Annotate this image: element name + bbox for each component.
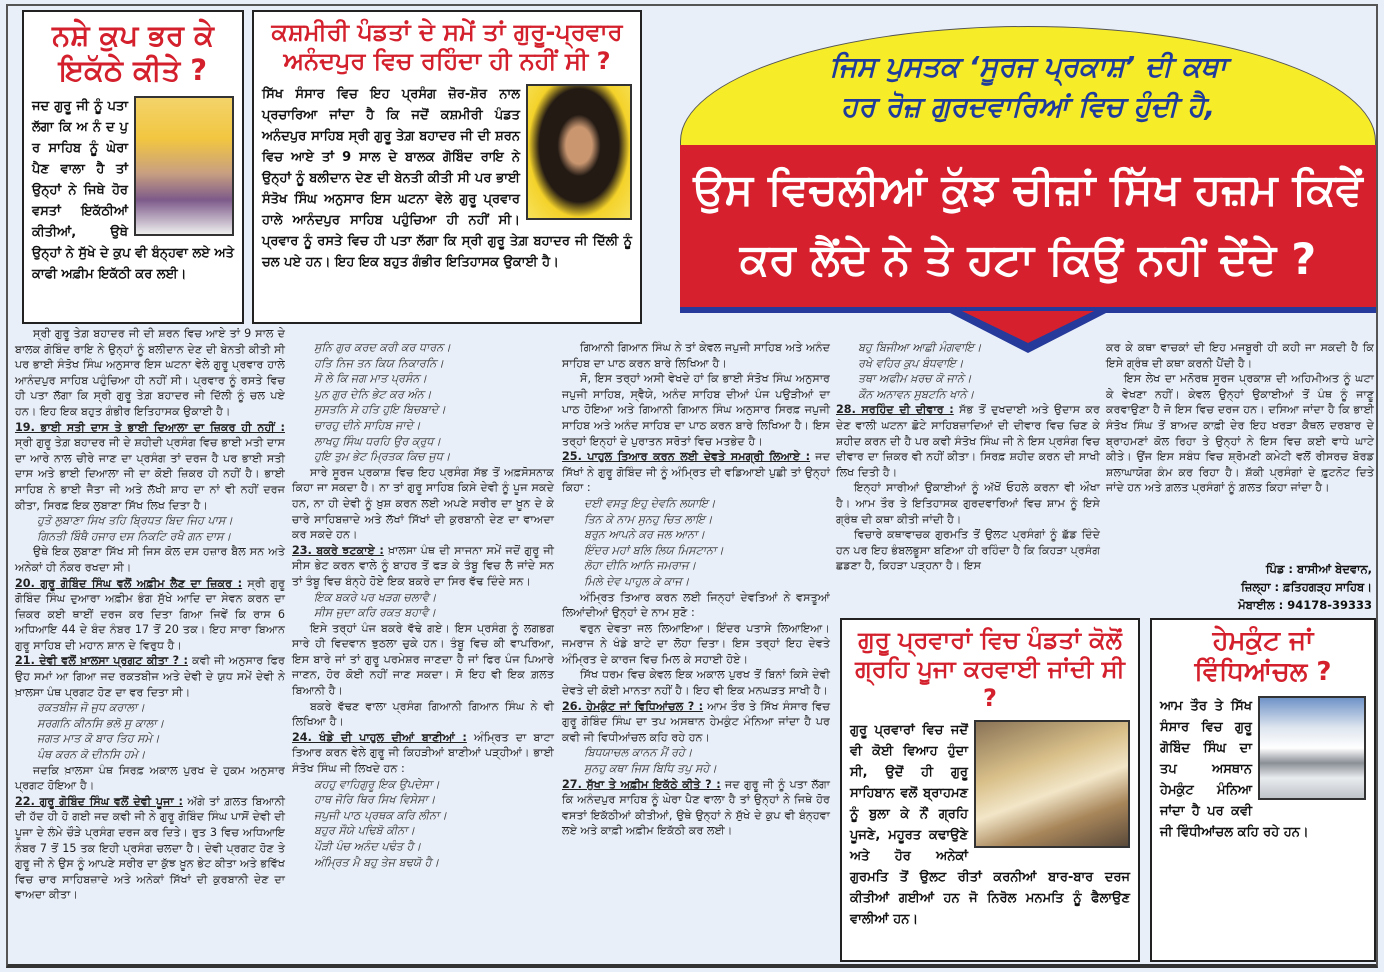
- verse-line: ਹਾਥ ਜੋਰਿ ਥਿਰ ਸਿਖ ਵਿਸੇਸਾ।: [314, 793, 436, 807]
- section-heading: 22. ਗੁਰੂ ਗੋਬਿੰਦ ਸਿੰਘ ਵਲੋਂ ਦੇਵੀ ਪੂਜਾ :: [15, 794, 183, 808]
- verse-line: ਸੋ ਲੇ ਕਿ ਜਗ ਮਾਤ ਪ੍ਰਸੰਨ।: [314, 372, 427, 386]
- verse-line: ਬਿਧਯਾਚਲ ਕਾਨਨ ਮੈਂ ਰਹੇ।: [584, 746, 693, 760]
- article-box-hemkunt: [1150, 618, 1376, 962]
- paragraph-text: ਸ੍ਰੀ ਗੁਰੂ ਤੇਗ਼ ਬਹਾਦਰ ਜੀ ਦੀ ਸ਼ਰਨ ਵਿਚ ਆਏ ਤਾਂ 9 ਸਾਲ ਦੇ ਬਾਲਕ ਗੋਬਿੰਦ ਰਾਇ ਨੇ ਉਨ੍ਹਾਂ ਨੂੰ ਬਲੀਦਾਨ ਦੇਣ ਦੀ ਬੇਨਤੀ ਕੀਤੀ ਸੀ ਪਰ ਭਾਈ ਸੰਤੋਖ ਸਿੰਘ ਅਨੁਸਾਰ ਇਸ ਘਟਨਾ ਵੇਲੇ ਗੁਰੂ ਪ੍ਰਵਾਰ ਹਾਲੇ ਆਨੰਦਪੁਰ ਸਾਹਿਬ ਪਹੁੰਚਿਆ ਹੀ ਨਹੀਂ ਸੀ। ਪ੍ਰਵਾਰ ਨੂੰ ਰਸਤੇ ਵਿਚ ਹੀ ਪਤਾ ਲੱਗਾ ਕਿ ਸ੍ਰੀ ਗੁਰੂ ਤੇਗ਼ ਬਹਾਦਰ ਜੀ ਦਿੱਲੀ ਨੂੰ ਚਲ ਪਏ ਹਨ। ਇਹ ਇਕ ਬਹੁਤ ਗੰਭੀਰ ਇਤਿਹਾਸਕ ਉਕਾਈ ਹੈ।: [15, 327, 285, 418]
- paragraph-text: ਇਸੇ ਤਰ੍ਹਾਂ ਪੰਜ ਬਕਰੇ ਵੱਢੇ ਗਏ। ਇਸ ਪ੍ਰਸੰਗ ਨੂੰ ਲਗਭਗ ਸਾਰੇ ਹੀ ਵਿਦਵਾਨ ਝੁਠਲਾ ਚੁਕੇ ਹਨ। ਤੰਬੂ ਵਿਚ ਕੀ ਵਾਪਰਿਆ, ਇਸ ਬਾਰੇ ਜਾਂ ਤਾਂ ਗੁਰੂ ਪਰਮੇਸ਼ਰ ਜਾਣਦਾ ਹੈ ਜਾਂ ਫਿਰ ਪੰਜ ਪਿਆਰੇ ਜਾਣਨ, ਹੋਰ ਕੋਈ ਨਹੀਂ ਜਾਣ ਸਕਦਾ। ਸੋ ਇਹ ਵੀ ਇਕ ਗ਼ਲਤ ਬਿਆਨੀ ਹੈ।: [292, 621, 554, 698]
- paragraph: [1106, 371, 1374, 496]
- section-heading: 25. ਪਾਹੁਲ ਤਿਆਰ ਕਰਨ ਲਈ ਦੇਵਤੇ ਸਮਗ੍ਰੀ ਲਿਆਏ :: [562, 450, 811, 464]
- article-box-kashmiri-pandits: [252, 10, 642, 324]
- section-heading: 27. ਸੁੱਖਾ ਤੇ ਅਫ਼ੀਮ ਇਕੱਠੇ ਕੀਤੇ ? :: [562, 777, 721, 791]
- box-body: ਗੁਰੂ ਪ੍ਰਵਾਰਾਂ ਵਿਚ ਜਦੋਂ ਵੀ ਕੋਈ ਵਿਆਹ ਹੁੰਦਾ ਸੀ, ਉਦੋਂ ਹੀ ਗੁਰੂ ਸਾਹਿਬਾਨ ਵਲੋਂ ਬ੍ਰਾਹਮਣ ਨੂੰ ਬੁਲਾ ਕੇ ਨੌਂ ਗ੍ਰਹਿ ਪੂਜਣੇ, ਮਹੂਰਤ ਕਢਾਉਣੇ ਅਤੇ ਹੋਰ ਅਨੇਕਾਂ ਗੁਰਮਤਿ ਤੋਂ ਉਲਟ ਰੀਤਾਂ ਕਰਨੀਆਂ ਬਾਰ-ਬਾਰ ਦਰਜ ਕੀਤੀਆਂ ਗਈਆਂ ਹਨ ਜੋ ਨਿਰੋਲ ਮਨਮਤਿ ਨੂੰ ਫੈਲਾਉਣ ਵਾਲੀਆਂ ਹਨ।: [850, 723, 1130, 928]
- author-mobile: ਮੋਬਾਈਲ : 94178-39333: [1238, 598, 1372, 612]
- verse-line: ਸੁਨਹੁ ਕਥਾ ਜਿਸ ਬਿਧਿ ਤਪੁ ਸਹੇ।: [584, 762, 717, 776]
- box-headline: ਹੇਮਕੁੰਟ ਜਾਂ ਵਿੰਧਿਆਂਚਲ ?: [1194, 626, 1332, 688]
- banner-sub-line-1: ਜਿਸ ਪੁਸਤਕ ‘ਸੂਰਜ ਪ੍ਰਕਾਸ਼’ ਦੀ ਕਥਾ: [829, 50, 1227, 83]
- paragraph: [15, 794, 285, 903]
- article-column-4: [836, 340, 1100, 574]
- box-headline: ਕਸ਼ਮੀਰੀ ਪੰਡਤਾਂ ਦੇ ਸਮੇਂ ਤਾਂ ਗੁਰੂ-ਪ੍ਰਵਾਰ ਅਨੰਦਪੁਰ ਵਿਚ ਰਹਿੰਦਾ ਹੀ ਨਹੀਂ ਸੀ ?: [271, 18, 623, 75]
- verse-line: ਕੌਨ ਅਨਾਵਨ ਸੁਬਟਨਿ ਖਾਨੇ।: [858, 387, 975, 401]
- verse-line: ਸਰਗਨਿ ਕੀਨਸਿ ਭਲੋ ਸੁ ਕਾਲਾ।: [37, 716, 165, 730]
- verse-line: ਹਤਿ ਨਿਜ ਤਨ ਕਿਯ ਨਿਕਾਰਨਿ।: [314, 356, 444, 370]
- paragraph-text: ਕਵੀ ਜੀ ਅਨੁਸਾਰ ਫਿਰ ਉਹ ਸਮਾਂ ਆ ਗਿਆ ਜਦ ਰਕਤਬੀਜ ਅਤੇ ਦੇਵੀ ਦੇ ਯੁਧ ਸਮੇਂ ਦੇਵੀ ਨੇ ਖ਼ਾਲਸਾ ਪੰਥ ਪ੍ਰਗਟ ਹੋਣ ਦਾ ਵਰ ਦਿਤਾ ਸੀ।: [15, 654, 285, 699]
- paragraph: [292, 730, 554, 777]
- paragraph-text: ਜਦ ਗੁਰੂ ਜੀ ਨੂੰ ਪਤਾ ਲੱਗਾ ਕਿ ਅਨੰਦਪੁਰ ਸਾਹਿਬ ਨੂੰ ਘੇਰਾ ਪੈਣ ਵਾਲਾ ਹੈ ਤਾਂ ਉਨ੍ਹਾਂ ਨੇ ਜਿਥੇ ਹੋਰ ਵਸਤਾਂ ਇਕੱਠੀਆਂ ਕੀਤੀਆਂ, ਉਥੇ ਉਨ੍ਹਾਂ ਨੇ ਸੁੱਖੇ ਦੇ ਕੁਪ ਵੀ ਬੰਨ੍ਹਵਾ ਲਏ ਅਤੇ ਕਾਫ਼ੀ ਅਫ਼ੀਮ ਇਕੱਠੀ ਕਰ ਲਈ।: [562, 777, 831, 838]
- paragraph-text: ਸਾਰੇ ਸੂਰਜ ਪ੍ਰਕਾਸ਼ ਵਿਚ ਇਹ ਪ੍ਰਸੰਗ ਸੱਭ ਤੋਂ ਅਫ਼ਸੋਸਨਾਕ ਕਿਹਾ ਜਾ ਸਕਦਾ ਹੈ। ਨਾ ਤਾਂ ਗੁਰੂ ਸਾਹਿਬ ਕਿਸੇ ਦੇਵੀ ਨੂੰ ਪੂਜ ਸਕਦੇ ਹਨ, ਨਾ ਹੀ ਦੇਵੀ ਨੂੰ ਖ਼ੁਸ਼ ਕਰਨ ਲਈ ਅਪਣੇ ਸਰੀਰ ਦਾ ਖ਼ੂਨ ਦੇ ਕੇ ਚਾਰੇ ਸਾਹਿਬਜ਼ਾਦੇ ਅਤੇ ਲੱਖਾਂ ਸਿੱਖਾਂ ਦੀ ਕੁਰਬਾਨੀ ਦੇਣ ਦਾ ਵਾਅਦਾ ਕਰ ਸਕਦੇ ਹਨ।: [292, 465, 554, 542]
- box-body: ਆਮ ਤੌਰ ਤੇ ਸਿੱਖ ਸੰਸਾਰ ਵਿਚ ਗੁਰੂ ਗੋਬਿੰਦ ਸਿੰਘ ਦਾ ਤਪ ਅਸਥਾਨ ਹੇਮਕੁੰਟ ਮੰਨਿਆ ਜਾਂਦਾ ਹੈ ਪਰ ਕਵੀ ਜੀ ਵਿੰਧੀਆਂਚਲ ਕਹਿ ਰਹੇ ਹਨ।: [1160, 699, 1309, 841]
- paragraph-text: ਇਨ੍ਹਾਂ ਸਾਰੀਆਂ ਉਕਾਈਆਂ ਨੂੰ ਅੱਖੋਂ ਓਹਲੇ ਕਰਨਾ ਵੀ ਔਖਾ ਹੈ। ਆਮ ਤੌਰ ਤੇ ਇਤਿਹਾਸਕ ਗੁਰਦਵਾਰਿਆਂ ਵਿਚ ਸ਼ਾਮ ਨੂੰ ਇਸੇ ਗ੍ਰੰਥ ਦੀ ਕਥਾ ਕੀਤੀ ਜਾਂਦੀ ਹੈ।: [836, 481, 1100, 526]
- banner-sub-line-2: ਹਰ ਰੋਜ਼ ਗੁਰਦਵਾਰਿਆਂ ਵਿਚ ਹੁੰਦੀ ਹੈ,: [840, 90, 1216, 123]
- paragraph: [836, 527, 1100, 574]
- banner-main-headline: [680, 145, 1376, 313]
- paragraph-text: ਸ੍ਰੀ ਗੁਰੂ ਗੋਬਿੰਦ ਸਿੰਘ ਦੁਆਰਾ ਅਫ਼ੀਮ ਭੰਗ ਸੁੱਖੇ ਆਦਿ ਦਾ ਸੇਵਨ ਕਰਨ ਦਾ ਜ਼ਿਕਰ ਕਈ ਥਾਈਂ ਦਰਜ ਕਰ ਦਿਤਾ ਗਿਆ ਜਿਵੇਂ ਕਿ ਰਾਸ 6 ਅਧਿਆਇ 44 ਦੇ ਬੰਦ ਨੰਬਰ 17 ਤੋਂ 20 ਤਕ। ਇਹ ਸਾਰਾ ਬਿਆਨ ਗੁਰੂ ਸਾਹਿਬ ਦੀ ਮਹਾਨ ਸ਼ਾਨ ਦੇ ਵਿਰੁਧ ਹੈ।: [15, 576, 285, 652]
- paragraph-text: ਵਿਚਾਰੇ ਕਥਾਵਾਚਕ ਗੁਰਮਤਿ ਤੋਂ ਉਲਟ ਪ੍ਰਸੰਗਾਂ ਨੂੰ ਛੱਡ ਦਿੰਦੇ ਹਨ ਪਰ ਇਹ ਭੰਬਲਭੂਸਾ ਬਣਿਆ ਹੀ ਰਹਿੰਦਾ ਹੈ ਕਿ ਕਿਹੜਾ ਪ੍ਰਸੰਗ ਛਡਣਾ ਹੈ, ਕਿਹੜਾ ਪੜ੍ਹਨਾ ਹੈ। ਇਸ: [836, 528, 1100, 573]
- banner-pointer-decoration-inner: [962, 311, 1094, 343]
- paragraph-text: ਜਦ ਸਿੱਖਾਂ ਨੇ ਗੁਰੂ ਗੋਬਿੰਦ ਜੀ ਨੂੰ ਅੰਮ੍ਰਿਤ ਦੀ ਵਡਿਆਈ ਪੁਛੀ ਤਾਂ ਉਨ੍ਹਾਂ ਕਿਹਾ :: [562, 450, 830, 495]
- paragraph: [15, 576, 285, 654]
- verse-line: ਸੁਸਤਨਿ ਸੇ ਹਤਿ ਹੁਇ ਬਿਚਬਾਦੇ।: [314, 403, 446, 417]
- paragraph-text: ਬਕਰੇ ਵੱਢਣ ਵਾਲਾ ਪ੍ਰਸੰਗ ਗਿਆਨੀ ਗਿਆਨ ਸਿੰਘ ਨੇ ਵੀ ਲਿਖਿਆ ਹੈ।: [292, 699, 554, 729]
- verse-line: ਚਾਰਹੁ ਦੀਨੇ ਸਾਹਿਬ ਜਾਦੇ।: [314, 418, 421, 432]
- section-heading: 24. ਖੰਡੇ ਦੀ ਪਾਹੁਲ ਦੀਆਂ ਬਾਣੀਆਂ :: [292, 730, 467, 744]
- box-body: ਜਦ ਗੁਰੂ ਜੀ ਨੂੰ ਪਤਾ ਲੱਗਾ ਕਿ ਅ ਨੰ ਦ ਪੁ ਰ ਸਾਹਿਬ ਨੂੰ ਘੇਰਾ ਪੈਣ ਵਾਲਾ ਹੈ ਤਾਂ ਉਨ੍ਹਾਂ ਨੇ ਜਿਥੇ ਹੋਰ ਵਸਤਾਂ ਇਕੱਠੀਆਂ ਕੀਤੀਆਂ, ਉਥੇ ਉਨ੍ਹਾਂ ਨੇ ਸੁੱਖੇ ਦੇ ਕੁਪ ਵੀ ਬੰਨ੍ਹਵਾ ਲਏ ਅਤੇ ਕਾਫੀ ਅਫ਼ੀਮ ਇਕੱਠੀ ਕਰ ਲਈ।: [32, 98, 234, 282]
- author-district: ਜ਼ਿਲ੍ਹਾ : ਫ਼ਤਿਹਗੜ੍ਹ ਸਾਹਿਬ।: [1241, 580, 1372, 594]
- paragraph-text: ਸ੍ਰੀ ਗੁਰੂ ਤੇਗ਼ ਬਹਾਦਰ ਜੀ ਦੇ ਸ਼ਹੀਦੀ ਪ੍ਰਸੰਗ ਵਿਚ ਭਾਈ ਮਤੀ ਦਾਸ ਦਾ ਆਰੇ ਨਾਲ ਚੀਰੇ ਜਾਣ ਦਾ ਪ੍ਰਸੰਗ ਤਾਂ ਦਰਜ ਹੈ ਪਰ ਭਾਈ ਸਤੀ ਦਾਸ ਅਤੇ ਭਾਈ ਦਿਆਲਾ ਜੀ ਦਾ ਕੋਈ ਜ਼ਿਕਰ ਹੀ ਨਹੀਂ ਹੈ। ਭਾਈ ਸਾਹਿਬ ਨੇ ਭਾਈ ਜੈਤਾ ਜੀ ਅਤੇ ਲੱਖੀ ਸ਼ਾਹ ਦਾ ਨਾਂ ਵੀ ਨਹੀਂ ਦਰਜ ਕੀਤਾ, ਸਿਰਫ਼ ਇਕ ਲੁਬਾਣਾ ਸਿੱਖ ਲਿਖ ਦਿਤਾ ਹੈ।: [15, 436, 285, 512]
- verse-line: ਕਹਹੁ ਵਾਹਿਗੁਰੂ ਇਕ ਉਪਦੇਸਾ।: [314, 777, 440, 791]
- guru-tegh-bahadur-portrait-image: [526, 84, 632, 220]
- paragraph: [562, 590, 830, 621]
- paragraph: [562, 667, 830, 698]
- section-heading: 21. ਦੇਵੀ ਵਲੋਂ ਖ਼ਾਲਸਾ ਪ੍ਰਗਟ ਕੀਤਾ ? :: [15, 654, 188, 668]
- verse-line: ਗਿਨਤੀ ਬਿੰਥੈ ਹਜਾਰ ਦਸ ਨਿਕਟਿ ਰਖੈ ਗਨ ਦਾਸ।: [37, 529, 232, 543]
- article-box-opium: [22, 10, 244, 324]
- author-signature: [1200, 560, 1372, 614]
- paragraph: [562, 371, 830, 449]
- verse-line: ਮਿਲੇ ਦੇਵ ਪਾਹੁਲ ਕੇ ਕਾਜ।: [584, 574, 690, 588]
- article-column-1: [15, 326, 285, 903]
- verse-line: ਪੌੜੀ ਪੰਚ ਅਨੰਦ ਪਢੰਤ ਹੈ।: [314, 840, 421, 853]
- section-heading: 28. ਸਰਹਿੰਦ ਦੀ ਦੀਵਾਰ :: [836, 403, 954, 417]
- verse-line: ਬਹੁ ਬਿਜੀਆ ਆਛੀ ਮੰਗਵਾਇ।: [858, 341, 982, 354]
- paragraph: [292, 621, 554, 699]
- paragraph-text: ਗਿਆਨੀ ਗਿਆਨ ਸਿੰਘ ਨੇ ਤਾਂ ਕੇਵਲ ਜਪੁਜੀ ਸਾਹਿਬ ਅਤੇ ਅਨੰਦ ਸਾਹਿਬ ਦਾ ਪਾਠ ਕਰਨ ਬਾਰੇ ਲਿਖਿਆ ਹੈ।: [562, 341, 830, 370]
- verse-line: ਸੁਨਿ ਗੁਰ ਕਰਦ ਕਰੀ ਕਰ ਧਾਰਨ।: [314, 341, 451, 354]
- verse-line: ਬਹੁਰ ਸੌਯੇ ਪਢਿਬੋ ਕੀਨਾ।: [314, 824, 415, 838]
- paragraph: [15, 763, 285, 794]
- section-heading: 20. ਗੁਰੂ ਗੋਬਿੰਦ ਸਿੰਘ ਵਲੋਂ ਅਫ਼ੀਮ ਲੈਣ ਦਾ ਜ਼ਿਕਰ :: [15, 576, 243, 590]
- paragraph-text: ਸੱਭ ਤੋਂ ਦੁਖਦਾਈ ਅਤੇ ਉਦਾਸ ਕਰ ਦੇਣ ਵਾਲੀ ਘਟਨਾ ਛੋਟੇ ਸਾਹਿਬਜ਼ਾਦਿਆਂ ਦੀ ਦੀਵਾਰ ਵਿਚ ਚਿਣ ਕੇ ਸ਼ਹੀਦ ਕਰਨ ਦੀ ਹੈ ਪਰ ਕਵੀ ਸੰਤੋਖ ਸਿੰਘ ਜੀ ਨੇ ਇਸ ਪ੍ਰਸੰਗ ਵਿਚ ਦੀਵਾਰ ਦਾ ਜ਼ਿਕਰ ਵੀ ਨਹੀਂ ਕੀਤਾ। ਸਿਰਫ਼ ਸ਼ਹੀਦ ਕਰਨ ਦੀ ਸਾਖੀ ਲਿਖ ਦਿਤੀ ਹੈ।: [836, 403, 1100, 479]
- paragraph-text: ਅੰਮ੍ਰਿਤ ਦਾ ਬਾਟਾ ਤਿਆਰ ਕਰਨ ਵੇਲੇ ਗੁਰੂ ਜੀ ਕਿਹੜੀਆਂ ਬਾਣੀਆਂ ਪੜ੍ਹੀਆਂ। ਭਾਈ ਸੰਤੋਖ ਸਿੰਘ ਜੀ ਲਿਖਦੇ ਹਨ :: [292, 730, 554, 776]
- verse-line: ਅੰਮ੍ਰਿਤ ਮੈ ਬਹੁ ਤੇਜ ਬਢਯੋ ਹੈ।: [314, 855, 440, 869]
- paragraph: [15, 544, 285, 575]
- wedding-painting-image: [974, 720, 1130, 848]
- article-box-graha-puja: [840, 618, 1140, 962]
- paragraph: [836, 402, 1100, 480]
- verse-line: ਇਕ ਬਕਰੇ ਪਰ ਖੜਗ ਚਲਾਵੈ।: [314, 590, 437, 604]
- paragraph: [562, 449, 830, 496]
- paragraph-text: ਜਦਕਿ ਖ਼ਾਲਸਾ ਪੰਥ ਸਿਰਫ਼ ਅਕਾਲ ਪੁਰਖ ਦੇ ਹੁਕਮ ਅਨੁਸਾਰ ਪ੍ਰਗਟ ਹੋਇਆ ਹੈ।: [15, 763, 285, 793]
- verse-line: ਜਪੁਜੀ ਪਾਠ ਪ੍ਰਥਕ ਕਰਿ ਲੀਨਾ।: [314, 808, 447, 822]
- verse-line: ਹੁਤੋ ਲੁਬਾਣਾ ਸਿਖ ਤਹਿ ਬ੍ਰਿਧਤ ਬਿਦ ਜਿਹ ਪਾਸ।: [37, 514, 233, 528]
- verse-line: ਰਕਤਬੀਜ ਜੋ ਜੁਧ ਕਰਾਲਾ।: [37, 701, 145, 715]
- verse-line: ਪੰਥ ਕਰਨ ਕੋ ਦੀਨਸਿ ਹਮੇ।: [37, 748, 146, 762]
- verse-line: ਬਰੁਨ ਆਪਨੇ ਕਰ ਜਲ ਆਨਾ।: [584, 528, 705, 542]
- article-column-3: [562, 340, 830, 839]
- paragraph: [15, 653, 285, 700]
- paragraph-text: ਅੰਮ੍ਰਿਤ ਤਿਆਰ ਕਰਨ ਲਈ ਜਿਨ੍ਹਾਂ ਦੇਵਤਿਆਂ ਨੇ ਵਸਤੂਆਂ ਲਿਆਂਦੀਆਂ ਉਨ੍ਹਾਂ ਦੇ ਨਾਮ ਸੁਣੋ :: [562, 590, 830, 620]
- paragraph: [1106, 340, 1374, 371]
- verse-line: ਦਈ ਵਸਤੁ ਇਹੁ ਦੇਵਨਿ ਲਯਾਇ।: [584, 496, 716, 510]
- hemkunt-gurdwara-image: [1258, 696, 1366, 800]
- paragraph-text: ਸਿੱਖ ਧਰਮ ਵਿਚ ਕੇਵਲ ਇਕ ਅਕਾਲ ਪੁਰਖ ਤੋਂ ਬਿਨਾਂ ਕਿਸੇ ਦੇਵੀ ਦੇਵਤੇ ਦੀ ਕੋਈ ਮਾਨਤਾ ਨਹੀਂ ਹੈ। ਇਹ ਵੀ ਇਕ ਮਨਘੜਤ ਸਾਖੀ ਹੈ।: [562, 668, 830, 698]
- paragraph: [15, 420, 285, 514]
- section-heading: 26. ਹੇਮਕੁੰਟ ਜਾਂ ਵਿਧਿਆਂਚਲ ? :: [562, 699, 704, 713]
- article-column-5: [1106, 340, 1374, 496]
- box-body: ਸਿੱਖ ਸੰਸਾਰ ਵਿਚ ਇਹ ਪ੍ਰਸੰਗ ਜ਼ੋਰ-ਸ਼ੋਰ ਨਾਲ ਪ੍ਰਚਾਰਿਆ ਜਾਂਦਾ ਹੈ ਕਿ ਜਦੋਂ ਕਸ਼ਮੀਰੀ ਪੰਡਤ ਅਨੰਦਪੁਰ ਸਾਹਿਬ ਸ੍ਰੀ ਗੁਰੂ ਤੇਗ਼ ਬਹਾਦਰ ਜੀ ਦੀ ਸ਼ਰਨ ਵਿਚ ਆਏ ਤਾਂ 9 ਸਾਲ ਦੇ ਬਾਲਕ ਗੋਬਿੰਦ ਰਾਇ ਨੇ ਉਨ੍ਹਾਂ ਨੂੰ ਬਲੀਦਾਨ ਦੇਣ ਦੀ ਬੇਨਤੀ ਕੀਤੀ ਸੀ ਪਰ ਭਾਈ ਸੰਤੋਖ ਸਿੰਘ ਅਨੁਸਾਰ ਇਸ ਘਟਨਾ ਵੇਲੇ ਗੁਰੂ ਪ੍ਰਵਾਰ ਹਾਲੇ ਆਨੰਦਪੁਰ ਸਾਹਿਬ ਪਹੁੰਚਿਆ ਹੀ ਨਹੀਂ ਸੀ। ਪ੍ਰਵਾਰ ਨੂੰ ਰਸਤੇ ਵਿਚ ਹੀ ਪਤਾ ਲੱਗਾ ਕਿ ਸ੍ਰੀ ਗੁਰੂ ਤੇਗ਼ ਬਹਾਦਰ ਜੀ ਦਿੱਲੀ ਨੂੰ ਚਲ ਪਏ ਹਨ। ਇਹ ਇਕ ਬਹੁਤ ਗੰਭੀਰ ਇਤਿਹਾਸਕ ਉਕਾਈ ਹੈ।: [262, 86, 632, 270]
- verse-line: ਜਗਤ ਮਾਤ ਕੋ ਬਾਰ ਤਿਹ ਸਮੇ।: [37, 732, 160, 746]
- section-heading: 23. ਬਕਰੇ ਝਟਕਾਏ :: [292, 543, 384, 557]
- paragraph-text: ਅੱਗੇ ਤਾਂ ਗ਼ਲਤ ਬਿਆਨੀ ਦੀ ਹੱਦ ਹੀ ਹੋ ਗਈ ਜਦ ਕਵੀ ਜੀ ਨੇ ਗੁਰੂ ਗੋਬਿੰਦ ਸਿੰਘ ਪਾਸੋਂ ਦੇਵੀ ਦੀ ਪੂਜਾ ਦੇ ਲੰਮੇ ਚੌੜੇ ਪ੍ਰਸੰਗ ਦਰਜ ਕਰ ਦਿਤੇ। ਰੁਤ 3 ਵਿਚ ਅਧਿਆਇ ਨੰਬਰ 7 ਤੋਂ 15 ਤਕ ਇਹੀ ਪ੍ਰਸੰਗ ਚਲਦਾ ਹੈ। ਦੇਵੀ ਪ੍ਰਗਟ ਹੋਣ ਤੇ ਗੁਰੂ ਜੀ ਨੇ ਉਸ ਨੂੰ ਆਪਣੇ ਸਰੀਰ ਦਾ ਕੁੱਝ ਖ਼ੂਨ ਭੇਟ ਕੀਤਾ ਅਤੇ ਭਵਿੱਖ ਵਿਚ ਚਾਰ ਸਾਹਿਬਜ਼ਾਦੇ ਅਤੇ ਅਨੇਕਾਂ ਸਿੱਖਾਂ ਦੀ ਕੁਰਬਾਨੀ ਦੇਣ ਦਾ ਵਾਅਦਾ ਕੀਤਾ।: [15, 794, 286, 902]
- paragraph: [15, 326, 285, 420]
- verse-line: ਲੋਹਾ ਦੀਨਿ ਆਨਿ ਜਮਰਾਜ।: [584, 559, 697, 573]
- paragraph-text: ਖ਼ਾਲਸਾ ਪੰਥ ਦੀ ਸਾਜਨਾ ਸਮੇਂ ਜਦੋਂ ਗੁਰੂ ਜੀ ਸੀਸ ਭੇਟ ਕਰਨ ਵਾਲੇ ਨੂੰ ਬਾਹਰ ਤੋਂ ਫੜ ਕੇ ਤੰਬੂ ਵਿਚ ਲੈ ਜਾਂਦੇ ਸਨ ਤਾਂ ਤੰਬੂ ਵਿਚ ਬੰਨ੍ਹੇ ਹੋਏ ਇਕ ਬਕਰੇ ਦਾ ਸਿਰ ਵੱਢ ਦਿੰਦੇ ਸਨ।: [292, 543, 554, 588]
- article-column-2: [292, 340, 554, 870]
- verse-line: ਸੀਸ ਜੁਦਾ ਕਰਿ ਰਕਤ ਬਹਾਵੈ।: [314, 606, 436, 620]
- banner-main-line-1: ਉਸ ਵਿਚਲੀਆਂ ਕੁੱਝ ਚੀਜ਼ਾਂ ਸਿੱਖ ਹਜ਼ਮ ਕਿਵੇਂ: [693, 165, 1363, 215]
- paragraph-text: ਇਸ ਲੇਖ ਦਾ ਮਨੋਰਥ ਸੂਰਜ ਪ੍ਰਕਾਸ਼ ਦੀ ਅਹਿਮੀਅਤ ਨੂੰ ਘਟਾ ਕੇ ਵੇਖਣਾ ਨਹੀਂ। ਕੇਵਲ ਉਨ੍ਹਾਂ ਉਕਾਈਆਂ ਤੋਂ ਪੰਥ ਨੂੰ ਜਾਣੂ ਕਰਵਾਉਣਾ ਹੈ ਜੋ ਇਸ ਵਿਚ ਦਰਜ ਹਨ। ਦਸਿਆ ਜਾਂਦਾ ਹੈ ਕਿ ਭਾਈ ਸੰਤੋਖ ਸਿੰਘ ਤੋਂ ਬਾਅਦ ਕਾਫ਼ੀ ਦੇਰ ਇਹ ਖਰੜਾ ਕੈਥਲ ਦਰਬਾਰ ਦੇ ਬ੍ਰਾਹਮਣਾਂ ਕੋਲ ਰਿਹਾ ਤੇ ਉਨ੍ਹਾਂ ਨੇ ਇਸ ਵਿਚ ਕਈ ਵਾਧੇ ਘਾਟੇ ਕੀਤੇ। ਉਂਜ ਇਸ ਸਬੰਧ ਵਿਚ ਸ਼੍ਰੋਮਣੀ ਕਮੇਟੀ ਵਲੋਂ ਰੀਸਰਚ ਬੋਰਡ ਸ਼ਲਾਘਾਯੋਗ ਕੰਮ ਕਰ ਰਿਹਾ ਹੈ। ਸ਼ੱਕੀ ਪ੍ਰਸੰਗਾਂ ਦੇ ਫ਼ੁਟਨੋਟ ਦਿਤੇ ਜਾਂਦੇ ਹਨ ਅਤੇ ਗ਼ਲਤ ਪ੍ਰਸੰਗਾਂ ਨੂੰ ਗ਼ਲਤ ਕਿਹਾ ਜਾਂਦਾ ਹੈ।: [1106, 372, 1374, 495]
- verse-line: ਇੰਦਰ ਮਹਾਂ ਬਲਿ ਲਿਯ ਮਿਸਟਾਨਾ।: [584, 543, 724, 557]
- paragraph: [292, 543, 554, 590]
- guru-portrait-image: [134, 96, 234, 236]
- paragraph-text: ਉਥੇ ਇਕ ਲੁਬਾਣਾ ਸਿੱਖ ਸੀ ਜਿਸ ਕੋਲ ਦਸ ਹਜ਼ਾਰ ਬੈਲ ਸਨ ਅਤੇ ਅਨੇਕਾਂ ਹੀ ਨੌਕਰ ਰਖਦਾ ਸੀ।: [15, 545, 285, 574]
- paragraph: [292, 699, 554, 730]
- paragraph: [562, 777, 830, 839]
- box-headline: ਨਸ਼ੇ ਕੁਪ ਭਰ ਕੇ ਇਕੱਠੇ ਕੀਤੇ ?: [52, 18, 214, 87]
- paragraph: [292, 465, 554, 543]
- banner-main-line-2: ਕਰ ਲੈਂਦੇ ਨੇ ਤੇ ਹਟਾ ਕਿਉਂ ਨਹੀਂ ਦੇਂਦੇ ?: [739, 235, 1317, 285]
- box-headline: ਗੁਰੂ ਪ੍ਰਵਾਰਾਂ ਵਿਚ ਪੰਡਤਾਂ ਕੋਲੋਂ ਗ੍ਰਹਿ ਪੂਜਾ ਕਰਵਾਈ ਜਾਂਦੀ ਸੀ ?: [855, 626, 1125, 712]
- verse-line: ਤਥਾ ਅਫੀਮ ਖ਼ਰਚ ਕੋ ਜਾਨੇ।: [858, 372, 972, 386]
- paragraph: [562, 621, 830, 668]
- author-village: ਪਿੰਡ : ਬਾਸੀਆਂ ਬੇਦਵਾਨ,: [1265, 562, 1372, 576]
- paragraph-text: ਵਰੁਨ ਦੇਵਤਾ ਜਲ ਲਿਆਇਆ। ਇੰਦਰ ਪਤਾਸੇ ਲਿਆਇਆ। ਜਮਰਾਜ ਨੇ ਖੰਡੇ ਬਾਟੇ ਦਾ ਲੋਹਾ ਦਿਤਾ। ਇਸ ਤਰ੍ਹਾਂ ਇਹ ਦੇਵਤੇ ਅੰਮ੍ਰਿਤ ਦੇ ਕਾਰਜ ਵਿਚ ਮਿਲ ਕੇ ਸਹਾਈ ਹੋਏ।: [562, 621, 830, 666]
- verse-line: ਤਿਨ ਕੇ ਨਾਮ ਸੁਨਹੁ ਚਿਤ ਲਾਇ।: [584, 512, 713, 526]
- verse-line: ਰਖੇ ਵਹਿਰ ਕੁਪ ਬੰਧਵਾਇ।: [858, 356, 964, 370]
- verse-line: ਹੁਇ ਤੁਮ ਭੇਟ ਮ੍ਰਿਤਕ ਕਿਚ ਜੁਧ।: [314, 450, 451, 464]
- paragraph-text: ਸੋ, ਇਸ ਤਰ੍ਹਾਂ ਅਸੀ ਵੇਖਦੇ ਹਾਂ ਕਿ ਭਾਈ ਸੰਤੋਖ ਸਿੰਘ ਅਨੁਸਾਰ ਜਪੁਜੀ ਸਾਹਿਬ, ਸ੍ਵੈਯੇ, ਅਨੰਦ ਸਾਹਿਬ ਦੀਆਂ ਪੰਜ ਪਉੜੀਆਂ ਦਾ ਪਾਠ ਹੋਇਆ ਅਤੇ ਗਿਆਨੀ ਗਿਆਨ ਸਿੰਘ ਅਨੁਸਾਰ ਸਿਰਫ਼ ਜਪੁਜੀ ਸਾਹਿਬ ਅਤੇ ਅਨੰਦ ਸਾਹਿਬ ਦਾ ਪਾਠ ਕਰਨ ਬਾਰੇ ਲਿਖਿਆ ਹੈ। ਇਸ ਤਰ੍ਹਾਂ ਇਨ੍ਹਾਂ ਦੇ ਪੁਰਾਤਨ ਸਰੋਤਾਂ ਵਿਚ ਮਤਭੇਦ ਹੈ।: [562, 372, 830, 448]
- verse-line: ਪੁਨ ਗੁਰ ਦੇਨਿ ਭੇਟ ਕਰ ਅੰਨ।: [314, 387, 432, 401]
- paragraph: [836, 480, 1100, 527]
- paragraph-text: ਕਰ ਕੇ ਕਥਾ ਵਾਚਕਾਂ ਦੀ ਇਹ ਮਜਬੂਰੀ ਹੀ ਕਹੀ ਜਾ ਸਕਦੀ ਹੈ ਕਿ ਇਸੇ ਗ੍ਰੰਥ ਦੀ ਕਥਾ ਕਰਨੀ ਪੈਂਦੀ ਹੈ।: [1106, 341, 1374, 370]
- paragraph: [562, 340, 830, 371]
- section-heading: 19. ਭਾਈ ਸਤੀ ਦਾਸ ਤੇ ਭਾਈ ਦਿਆਲਾ ਦਾ ਜ਼ਿਕਰ ਹੀ ਨਹੀਂ :: [15, 420, 285, 434]
- paragraph: [562, 699, 830, 746]
- verse-line: ਲਾਖਹੁ ਸਿੰਘ ਧਰਹਿ ਉਰ ਕ੍ਰੁਧ।: [314, 434, 441, 448]
- paragraph-text: ਆਮ ਤੌਰ ਤੇ ਸਿੱਖ ਸੰਸਾਰ ਵਿਚ ਗੁਰੂ ਗੋਬਿੰਦ ਸਿੰਘ ਦਾ ਤਪ ਅਸਥਾਨ ਹੇਮਕੁੰਟ ਮੰਨਿਆ ਜਾਂਦਾ ਹੈ ਪਰ ਕਵੀ ਜੀ ਵਿਧੀਆਂਚਲ ਕਹਿ ਰਹੇ ਹਨ।: [562, 699, 831, 744]
